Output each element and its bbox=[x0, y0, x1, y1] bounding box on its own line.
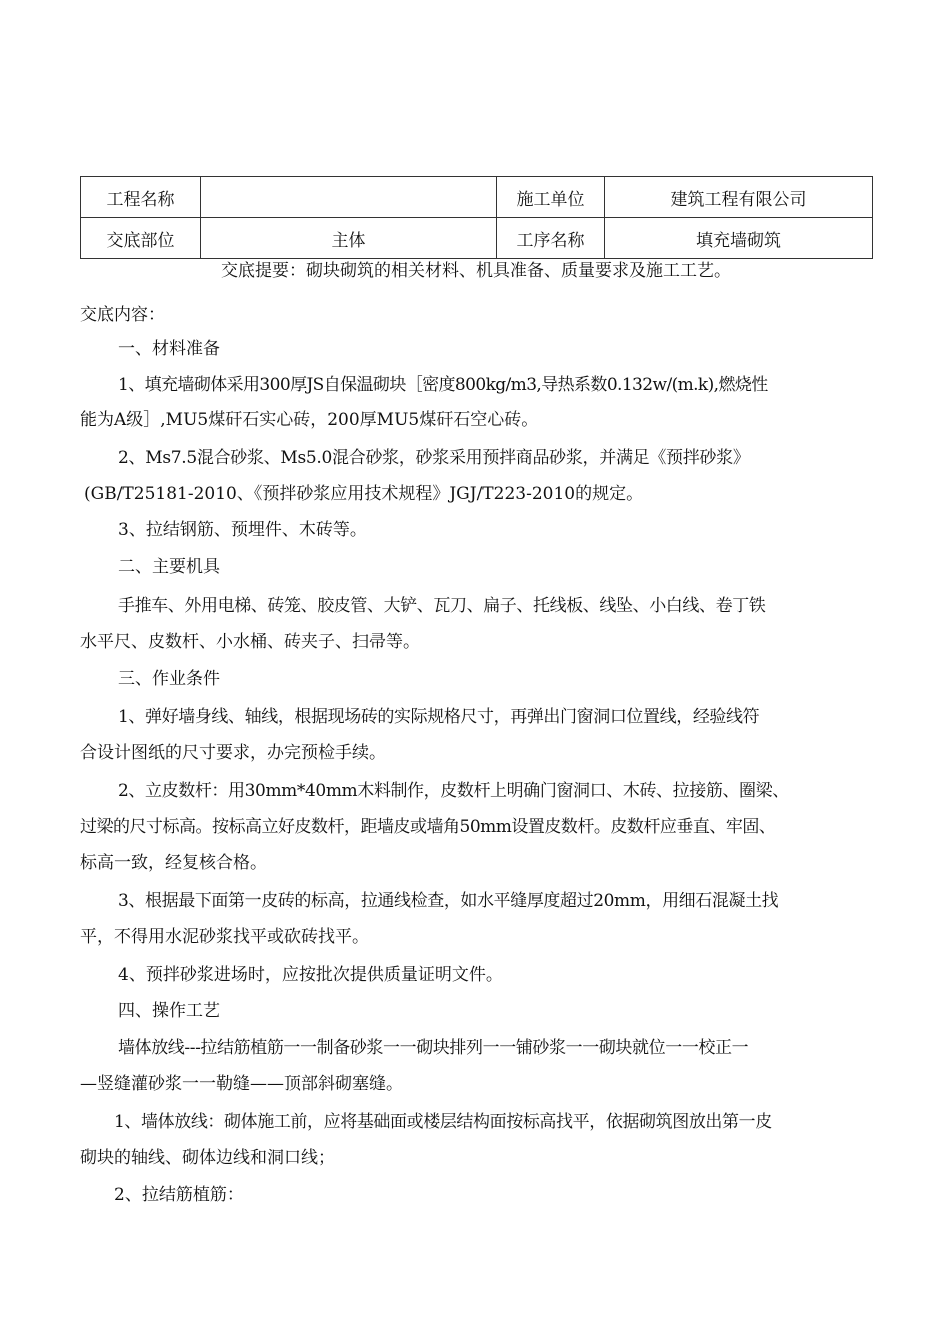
paragraph-line: 4、预拌砂浆进场时，应按批次提供质量证明文件。 bbox=[118, 965, 503, 985]
paragraph-line: (GB/T25181-2010、《预拌砂浆应用技术规程》JGJ/T223-2010的规定。 bbox=[84, 484, 644, 504]
section-heading-conditions: 三、作业条件 bbox=[118, 669, 220, 689]
construction-unit-value: 建筑工程有限公司 bbox=[605, 177, 873, 218]
section-heading-materials: 一、材料准备 bbox=[118, 339, 220, 359]
handover-part-value: 主体 bbox=[201, 218, 497, 259]
paragraph-line: —竖缝灌砂浆一一勒缝——顶部斜砌塞缝。 bbox=[80, 1074, 403, 1094]
paragraph-line: 2、立皮数杆：用30mm*40mm木料制作，皮数杆上明确门窗洞口、木砖、拉接筋、圈梁、 bbox=[118, 781, 789, 801]
paragraph-line: 2、Ms7.5混合砂浆、Ms5.0混合砂浆，砂浆采用预拌商品砂浆，并满足《预拌砂浆》 bbox=[118, 448, 750, 468]
paragraph-line: 1、墙体放线：砌体施工前，应将基础面或楼层结构面按标高找平，依据砌筑图放出第一皮 bbox=[114, 1112, 772, 1132]
paragraph-line: 1、填充墙砌体采用300厚JS自保温砌块［密度800kg/m3,导热系数0.132w/(m.k),燃烧性 bbox=[118, 375, 768, 395]
paragraph-line: 过梁的尺寸标高。按标高立好皮数杆，距墙皮或墙角50mm设置皮数杆。皮数杆应垂直、牢固、 bbox=[80, 817, 776, 837]
paragraph-line: 手推车、外用电梯、砖笼、胶皮管、大铲、瓦刀、扁子、托线板、线坠、小白线、卷丁铁 bbox=[118, 596, 766, 616]
table-row bbox=[81, 218, 873, 259]
content-heading: 交底内容： bbox=[80, 305, 165, 325]
paragraph-line: 墙体放线---拉结筋植筋一一制备砂浆一一砌块排列一一铺砂浆一一砌块就位一一校正一 bbox=[118, 1038, 749, 1058]
paragraph-line: 3、根据最下面第一皮砖的标高，拉通线检查，如水平缝厚度超过20mm，用细石混凝土找 bbox=[118, 891, 779, 911]
paragraph-line: 平，不得用水泥砂浆找平或砍砖找平。 bbox=[80, 927, 369, 947]
handover-part-label: 交底部位 bbox=[81, 218, 201, 259]
project-name-label: 工程名称 bbox=[81, 177, 201, 218]
paragraph-line: 能为A级］,MU5煤矸石实心砖，200厚MU5煤矸石空心砖。 bbox=[80, 410, 539, 430]
paragraph-line: 3、拉结钢筋、预埋件、木砖等。 bbox=[118, 520, 367, 540]
paragraph-line: 砌块的轴线、砌体边线和洞口线； bbox=[80, 1148, 335, 1168]
process-name-value: 填充墙砌筑 bbox=[605, 218, 873, 259]
section-heading-tools: 二、主要机具 bbox=[118, 557, 220, 577]
paragraph-line: 标高一致，经复核合格。 bbox=[80, 853, 267, 873]
project-name-value bbox=[201, 177, 497, 218]
process-name-label: 工序名称 bbox=[497, 218, 605, 259]
paragraph-line: 合设计图纸的尺寸要求，办完预检手续。 bbox=[80, 743, 386, 763]
table-row bbox=[81, 177, 873, 218]
construction-unit-label: 施工单位 bbox=[497, 177, 605, 218]
paragraph-line: 水平尺、皮数杆、小水桶、砖夹子、扫帚等。 bbox=[80, 632, 420, 652]
section-heading-process: 四、操作工艺 bbox=[118, 1001, 220, 1021]
paragraph-line: 2、拉结筋植筋： bbox=[114, 1185, 244, 1205]
paragraph-line: 1、弹好墙身线、轴线，根据现场砖的实际规格尺寸，再弹出门窗洞口位置线，经验线符 bbox=[118, 707, 760, 727]
header-table bbox=[80, 176, 873, 259]
handover-summary: 交底提要：砌块砌筑的相关材料、机具准备、质量要求及施工工艺。 bbox=[221, 261, 731, 281]
